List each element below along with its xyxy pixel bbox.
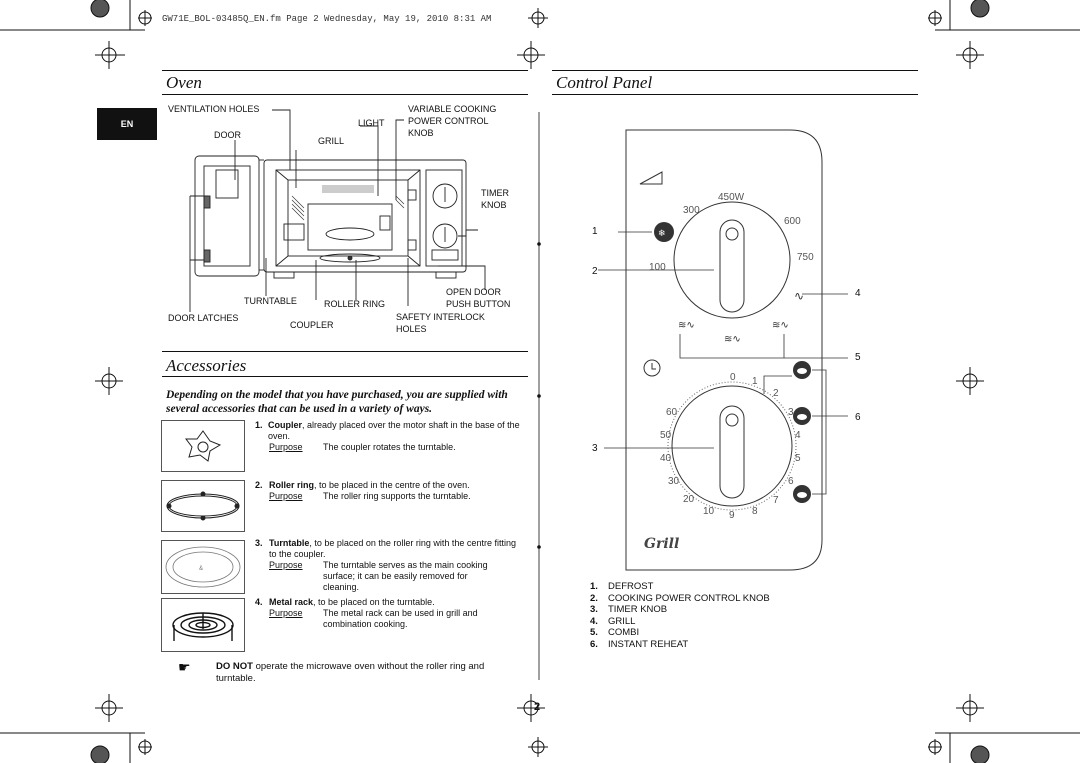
item-name: Coupler	[268, 420, 303, 430]
power-mark-600: 600	[784, 216, 801, 227]
oven-title-underline	[162, 94, 528, 95]
item-name: Metal rack	[269, 597, 314, 607]
item-name: Roller ring	[269, 480, 315, 490]
svg-text:∿: ∿	[794, 289, 805, 303]
item-name: Turntable	[269, 538, 310, 548]
oven-title-rule	[162, 70, 528, 71]
legend-item: 4. GRILL	[590, 615, 636, 627]
timer-mark-4: 4	[795, 430, 801, 441]
legend-item: 2. COOKING POWER CONTROL KNOB	[590, 592, 770, 604]
note-bold: DO NOT	[216, 661, 253, 672]
accessory-item-2	[255, 480, 525, 502]
label-roller-ring: ROLLER RING	[324, 299, 386, 309]
purpose-label: Purpose	[269, 491, 303, 501]
control-panel-title-underline	[552, 94, 918, 95]
item-desc: , already placed over the motor shaft in the base of the oven.	[268, 420, 520, 441]
item-desc: , to be placed in the centre of the oven.	[314, 480, 470, 490]
item-desc: , to be placed on the turntable.	[313, 597, 435, 607]
accessories-title-underline	[162, 376, 528, 377]
label-safety-1: SAFETY INTERLOCK	[396, 312, 485, 322]
oven-illustration	[160, 100, 530, 340]
label-safety-2: HOLES	[396, 324, 427, 334]
svg-text:❄: ❄	[658, 229, 666, 239]
control-legend	[590, 581, 770, 650]
file-header: GW71E_BOL-03485Q_EN.fm Page 2 Wednesday, May 19, 2010 8:31 AM	[162, 14, 492, 24]
purpose-text: The roller ring supports the turntable.	[323, 491, 471, 501]
purpose-label: Purpose	[269, 560, 303, 570]
timer-mark-30: 30	[668, 476, 680, 487]
svg-text:≋∿: ≋∿	[678, 320, 695, 331]
label-ventilation-holes: VENTILATION HOLES	[168, 104, 260, 114]
power-mark-100: 100	[649, 262, 666, 273]
accessories-title: Accessories	[166, 356, 247, 375]
power-mark-450: 450W	[718, 192, 745, 203]
note-text	[216, 661, 526, 685]
accessories-intro: Depending on the model that you have purchased, you are supplied with several accessories that can be used in a variety of ways.	[166, 389, 508, 415]
accessory-item-3	[255, 538, 525, 593]
purpose-label: Purpose	[269, 608, 303, 618]
label-turntable: TURNTABLE	[244, 296, 297, 306]
timer-mark-8: 8	[752, 506, 758, 517]
turntable-image	[161, 540, 245, 594]
callout-2: 2	[592, 266, 598, 277]
label-light: LIGHT	[358, 118, 385, 128]
timer-mark-1: 1	[752, 376, 758, 387]
label-grill: GRILL	[318, 136, 345, 146]
accessory-item-1	[255, 420, 525, 453]
timer-mark-0: 0	[730, 372, 736, 383]
svg-text:≋∿: ≋∿	[772, 320, 789, 331]
power-mark-300: 300	[683, 205, 700, 216]
label-open-door-2: PUSH BUTTON	[446, 299, 511, 309]
timer-mark-5: 5	[795, 453, 801, 464]
label-open-door-1: OPEN DOOR	[446, 287, 502, 297]
purpose-text: The turntable serves as the main cooking surface; it can be easily removed for cleaning.	[323, 560, 488, 592]
label-variable-cooking-2: POWER CONTROL	[408, 116, 489, 126]
item-number: 4.	[255, 597, 263, 607]
language-tab: EN	[97, 108, 157, 140]
callout-3: 3	[592, 443, 598, 454]
accessories-title-rule	[162, 351, 528, 352]
label-variable-cooking-1: VARIABLE COOKING	[408, 104, 497, 114]
timer-mark-9: 9	[729, 510, 735, 521]
roller-ring-image	[161, 480, 245, 532]
callout-1: 1	[592, 226, 598, 237]
page-number: 2	[534, 701, 541, 713]
purpose-label: Purpose	[269, 442, 303, 452]
label-timer-1: TIMER	[481, 188, 509, 198]
metal-rack-image	[161, 598, 245, 652]
timer-mark-6: 6	[788, 476, 794, 487]
label-variable-cooking-3: KNOB	[408, 128, 434, 138]
callout-4: 4	[855, 288, 861, 299]
legend-item: 6. INSTANT REHEAT	[590, 638, 689, 650]
timer-mark-3: 3	[788, 407, 794, 418]
timer-mark-50: 50	[660, 430, 672, 441]
timer-mark-40: 40	[660, 453, 672, 464]
oven-title: Oven	[166, 73, 202, 92]
callout-5: 5	[855, 352, 861, 363]
purpose-text: The coupler rotates the turntable.	[323, 442, 456, 452]
legend-item: 5. COMBI	[590, 627, 640, 638]
grill-brand-text: Grill	[644, 536, 680, 552]
item-desc: , to be placed on the roller ring with the centre fitting to the coupler.	[269, 538, 516, 559]
control-panel-title-rule	[552, 70, 918, 71]
purpose-text: The metal rack can be used in grill and combination cooking.	[323, 608, 478, 629]
note-body: operate the microwave oven without the roller ring and turntable.	[216, 661, 485, 684]
label-door-latches: DOOR LATCHES	[168, 313, 239, 323]
timer-mark-10: 10	[703, 506, 715, 517]
item-number: 2.	[255, 480, 263, 490]
timer-mark-2: 2	[773, 388, 779, 399]
item-number: 3.	[255, 538, 263, 548]
item-number: 1.	[255, 420, 263, 430]
svg-text:&: &	[199, 566, 204, 572]
note-hand-icon: ☛	[178, 659, 191, 675]
label-door: DOOR	[214, 130, 241, 140]
power-mark-750: 750	[797, 252, 814, 263]
coupler-image	[161, 420, 245, 472]
timer-mark-60: 60	[666, 407, 678, 418]
control-panel-title: Control Panel	[556, 73, 653, 92]
legend-item: 3. TIMER KNOB	[590, 604, 668, 615]
svg-text:≋∿: ≋∿	[724, 334, 741, 345]
label-coupler: COUPLER	[290, 320, 334, 330]
timer-mark-7: 7	[773, 495, 779, 506]
callout-6: 6	[855, 412, 861, 423]
legend-item: 1. DEFROST	[590, 581, 654, 592]
accessory-item-4	[255, 597, 525, 630]
label-timer-2: KNOB	[481, 200, 507, 210]
timer-mark-20: 20	[683, 494, 695, 505]
